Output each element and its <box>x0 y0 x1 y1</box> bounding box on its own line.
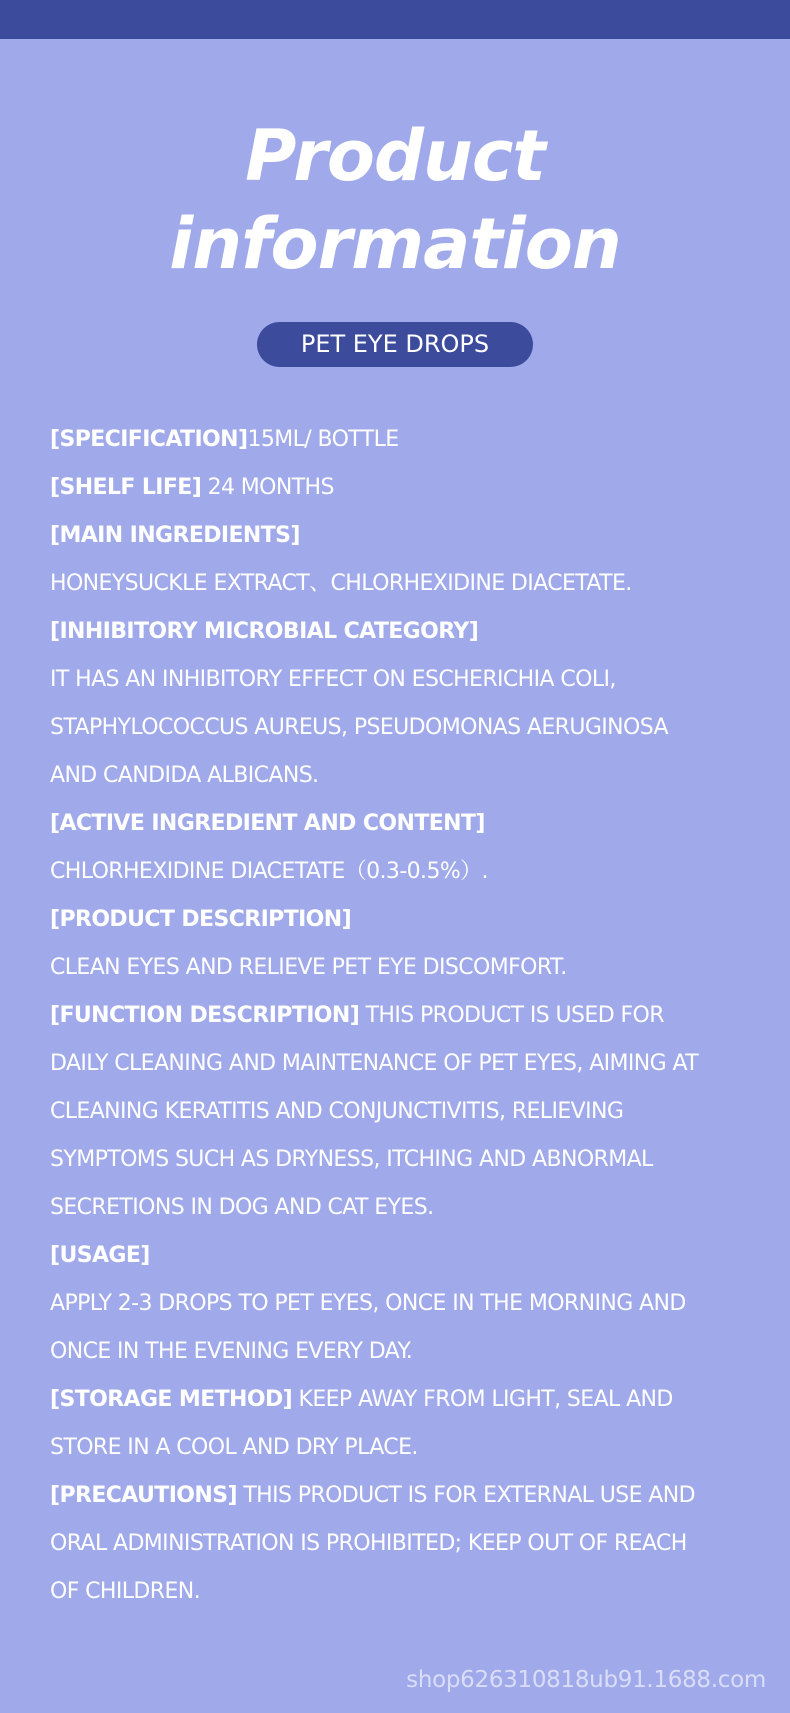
product-info-list <box>50 416 750 1616</box>
info-line <box>50 560 750 608</box>
info-text: 24 MONTHS <box>201 475 334 500</box>
info-line <box>50 416 750 464</box>
info-text: SYMPTOMS SUCH AS DRYNESS, ITCHING AND ABNORMAL <box>50 1147 653 1172</box>
top-band <box>0 0 790 39</box>
info-line <box>50 1424 750 1472</box>
info-label: [FUNCTION DESCRIPTION] <box>50 1003 360 1028</box>
product-name-badge: PET EYE DROPS <box>257 322 533 367</box>
info-text: OF CHILDREN. <box>50 1579 200 1604</box>
info-text: CHLORHEXIDINE DIACETATE（0.3-0.5%）. <box>50 859 488 884</box>
info-text: ONCE IN THE EVENING EVERY DAY. <box>50 1339 413 1364</box>
info-line <box>50 1520 750 1568</box>
info-text: AND CANDIDA ALBICANS. <box>50 763 319 788</box>
info-label: [PRODUCT DESCRIPTION] <box>50 907 352 932</box>
info-line <box>50 1040 750 1088</box>
info-label: [PRECAUTIONS] <box>50 1483 237 1508</box>
info-text: CLEAN EYES AND RELIEVE PET EYE DISCOMFORT. <box>50 955 567 980</box>
page-title <box>0 112 790 288</box>
info-line <box>50 1184 750 1232</box>
info-text: CLEANING KERATITIS AND CONJUNCTIVITIS, RELIEVING <box>50 1099 624 1124</box>
info-line <box>50 1280 750 1328</box>
title-line-2: information <box>169 203 621 285</box>
info-text: SECRETIONS IN DOG AND CAT EYES. <box>50 1195 434 1220</box>
info-line <box>50 752 750 800</box>
info-text: APPLY 2-3 DROPS TO PET EYES, ONCE IN THE MORNING AND <box>50 1291 686 1316</box>
info-line <box>50 944 750 992</box>
info-label: [SPECIFICATION] <box>50 427 248 452</box>
info-text: HONEYSUCKLE EXTRACT、CHLORHEXIDINE DIACETATE. <box>50 571 632 596</box>
info-line <box>50 1088 750 1136</box>
info-line <box>50 608 750 656</box>
info-label: [INHIBITORY MICROBIAL CATEGORY] <box>50 619 479 644</box>
info-line <box>50 1376 750 1424</box>
info-line <box>50 1328 750 1376</box>
title-line-1: Product <box>245 115 545 197</box>
info-line <box>50 656 750 704</box>
info-line <box>50 992 750 1040</box>
info-label: [MAIN INGREDIENTS] <box>50 523 300 548</box>
info-line <box>50 1568 750 1616</box>
info-line <box>50 1136 750 1184</box>
info-text: STORE IN A COOL AND DRY PLACE. <box>50 1435 418 1460</box>
info-text: KEEP AWAY FROM LIGHT, SEAL AND <box>292 1387 673 1412</box>
info-line <box>50 1232 750 1280</box>
info-label: [SHELF LIFE] <box>50 475 202 500</box>
info-text: STAPHYLOCOCCUS AUREUS, PSEUDOMONAS AERUGINOSA <box>50 715 668 740</box>
info-text: THIS PRODUCT IS USED FOR <box>359 1003 664 1028</box>
info-text: DAILY CLEANING AND MAINTENANCE OF PET EYES, AIMING AT <box>50 1051 699 1076</box>
info-label: [STORAGE METHOD] <box>50 1387 293 1412</box>
info-line <box>50 464 750 512</box>
info-text: ORAL ADMINISTRATION IS PROHIBITED; KEEP OUT OF REACH <box>50 1531 687 1556</box>
info-line <box>50 512 750 560</box>
info-text: THIS PRODUCT IS FOR EXTERNAL USE AND <box>236 1483 695 1508</box>
info-label: [USAGE] <box>50 1243 150 1268</box>
shop-watermark: shop626310818ub91.1688.com <box>406 1667 766 1693</box>
info-text: IT HAS AN INHIBITORY EFFECT ON ESCHERICHIA COLI, <box>50 667 616 692</box>
info-line <box>50 1472 750 1520</box>
info-line <box>50 848 750 896</box>
info-line <box>50 704 750 752</box>
info-label: [ACTIVE INGREDIENT AND CONTENT] <box>50 811 485 836</box>
info-line <box>50 896 750 944</box>
info-text: 15ML/ BOTTLE <box>247 427 399 452</box>
info-line <box>50 800 750 848</box>
